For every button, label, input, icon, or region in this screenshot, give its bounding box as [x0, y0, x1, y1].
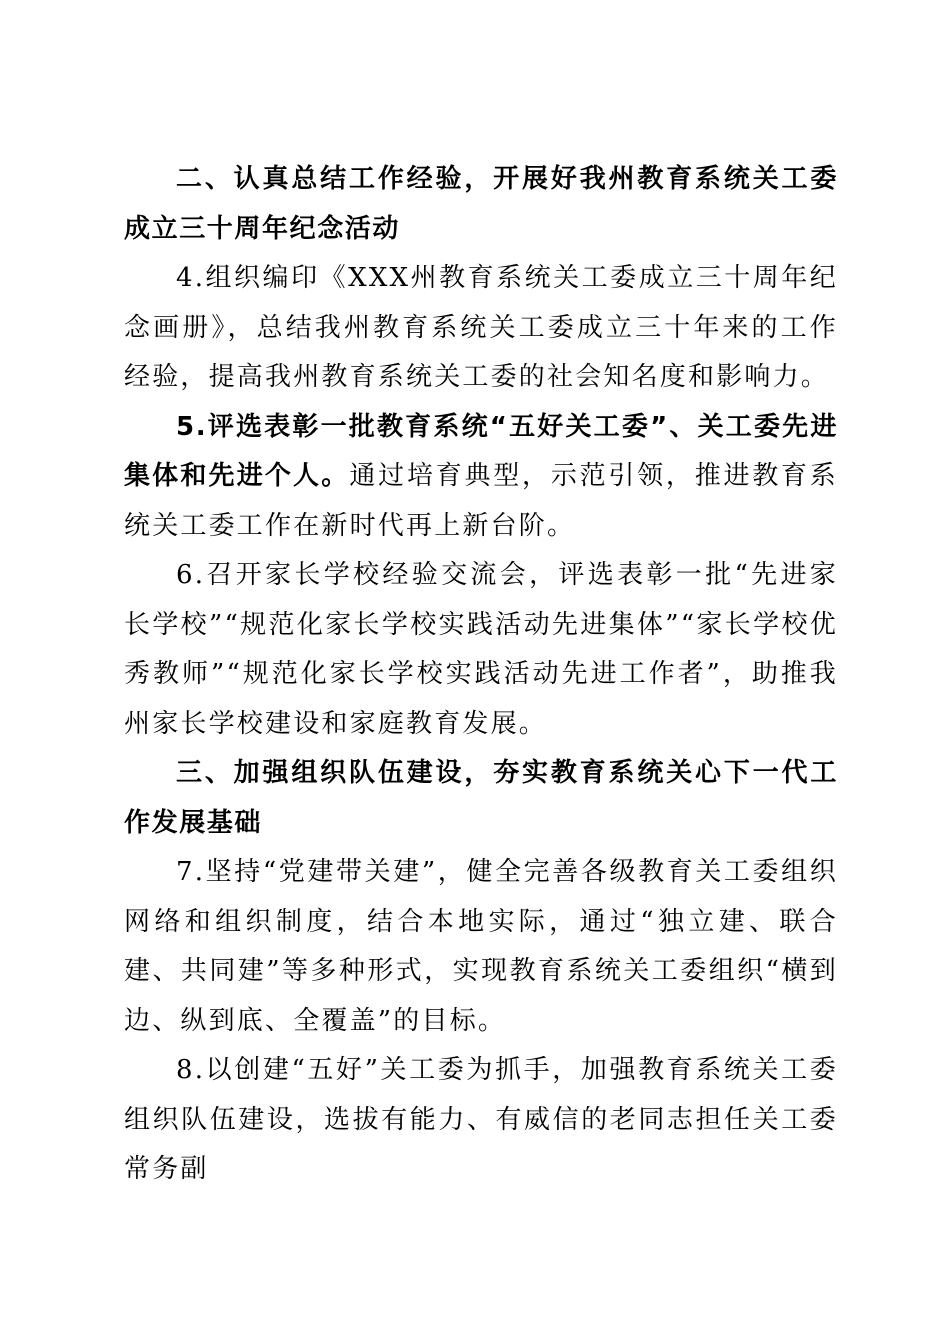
paragraph-item-4: 4.组织编印《XXX州教育系统关工委成立三十周年纪念画册》，总结我州教育系统关工委成立三十年来的工作经验，提高我州教育系统关工委的社会知名度和影响力。 [124, 263, 838, 392]
paragraph-item-5 [124, 403, 838, 552]
item-5-bold-lead: 5.评选表彰一批教育系统“五好关工委”、关工委先进集体和先进个人。 [124, 411, 838, 491]
paragraph-item-6: 6.召开家长学校经验交流会，评选表彰一批“先进家长学校”“规范化家长学校实践活动先进集体”“家长学校优秀教师”“规范化家长学校实践活动先进工作者”，助推我州家长学校建设和家庭教育发展。 [124, 560, 838, 739]
paragraph-item-8: 8.以创建“五好”关工委为抓手，加强教育系统关工委组织队伍建设，选拔有能力、有威信的老同志担任关工委常务副 [124, 1055, 838, 1184]
item-5-body: 通过培育典型，示范引领，推进教育系统关工委工作在新时代再上新台阶。 [124, 461, 838, 541]
section-heading-2: 二、认真总结工作经验，开展好我州教育系统关工委成立三十周年纪念活动 [124, 164, 838, 244]
paragraph-item-7: 7.坚持“党建带关建”，健全完善各级教育关工委组织网络和组织制度，结合本地实际，通过“独立建、联合建、共同建”等多种形式，实现教育系统关工委组织“横到边、纵到底、全覆盖”的目标。 [124, 857, 838, 1036]
document-body [124, 155, 838, 1195]
section-heading-3: 三、加强组织队伍建设，夯实教育系统关心下一代工作发展基础 [124, 758, 838, 838]
